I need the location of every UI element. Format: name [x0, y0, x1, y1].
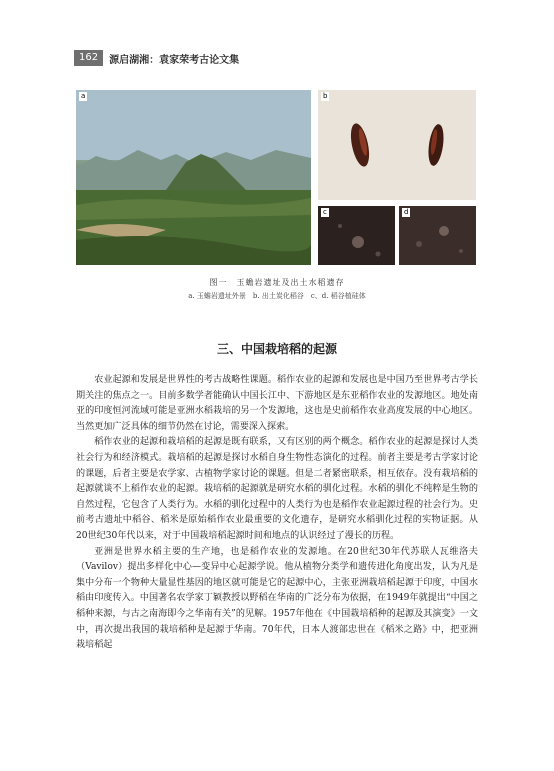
panel-label-d: d [404, 208, 409, 216]
figure-caption-title: 图一 玉蟾岩遗址及出土水稻遗存 [209, 278, 345, 287]
body-text [76, 373, 478, 654]
phytolith-photo-c [318, 206, 395, 265]
panel-label-c: c [323, 208, 327, 216]
site-landscape-photo [76, 90, 311, 265]
rice-grain-illustration [318, 90, 476, 200]
paragraph: 稻作农业的起源和栽培稻的起源是既有联系，又有区别的两个概念。稻作农业的起源是探讨人类社会行为和经济模式。栽培稻的起源是探讨水稻自身生物性态演化的过程。前者主要是考古学家讨论的课题，后者主要是农学家、古植物学家讨论的课题。但是二者紧密联系，相互依存。没有栽培稻的起源就谈不上稻作农业的起源。栽培稻的起源就是研究水稻的驯化过程。水稻的驯化不纯粹是生物的自然过程，它包含了人类行为。水稻的驯化过程中的人类行为也是稻作农业起源过程的社会行为。史前考古遗址中稻谷、稻米是原始稻作农业最重要的文化遗存，是研究水稻驯化过程的实物证据。从20世纪30年代以来，对于中国栽培稻起源时间和地点的认识经过了漫长的历程。 [76, 437, 478, 541]
phytolith-illustration-d [399, 206, 476, 265]
running-header [74, 50, 239, 66]
phytolith-photo-d [399, 206, 476, 265]
section-heading: 三、中国栽培稻的起源 [216, 342, 337, 356]
charred-rice-photo [318, 90, 476, 200]
phytolith-illustration-c [318, 206, 395, 265]
page-number: 162 [74, 50, 103, 66]
book-title: 源启湖湘：袁家荣考古论文集 [109, 54, 240, 66]
figure-caption-subtitle: a. 玉蟾岩遗址外景 b. 出土炭化稻谷 c、d. 稻谷植硅体 [188, 292, 366, 300]
paragraph: 农业起源和发展是世界性的考古战略性课题。稻作农业的起源和发展也是中国乃至世界考古学长期关注的焦点之一。目前多数学者能确认中国长江中、下游地区是东亚稻作农业的发源地区。地处南亚的印度恒河流域可能是亚洲水稻栽培的另一个发源地，这也是史前稻作农业高度发展的中心地区。当然更加广泛具体的细节仍然在讨论，需要深入探索。 [76, 375, 478, 432]
landscape-illustration [76, 90, 311, 265]
panel-label-a: a [81, 92, 86, 100]
panel-label-b: b [323, 92, 328, 100]
figure [76, 90, 476, 265]
paragraph: 亚洲是世界水稻主要的生产地，也是稻作农业的发源地。在20世纪30年代苏联人瓦维洛夫（Vavilov）提出多样化中心—变异中心起源学说。他从植物分类学和遗传进化角度出发，认为凡是集中分布一个物种大量显性基因的地区就可能是它的起源中心，主张亚洲栽培稻起源于印度，中国水稻由印度传入。中国著名农学家丁颖教授以野稻在华南的广泛分布为依据，在1949年就提出“中国之稻种来源，与古之南海即今之华南有关”的见解。1957年他在《中国栽培稻种的起源及其演变》一文中，再次提出我国的栽培稻种是起源于华南。70年代，日本人渡部忠世在《稻米之路》中，把亚洲栽培稻起 [76, 546, 478, 651]
